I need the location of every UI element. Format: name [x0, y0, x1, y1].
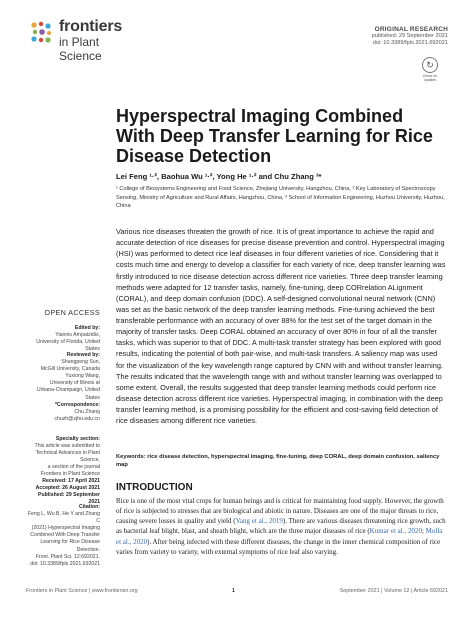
correspondent-email[interactable]: chuzh@zjhu.edu.cn	[54, 416, 100, 423]
check-for-updates-badge[interactable]	[419, 57, 441, 83]
citation-line: Learning for Rice Disease Detection.	[40, 539, 100, 553]
edited-by-label: Edited by:	[74, 325, 100, 331]
article-type: ORIGINAL RESEARCH	[374, 26, 448, 33]
reviewer-line: Yuxiong Wang,	[65, 373, 100, 380]
published-date: published: 29 September 2021	[371, 33, 448, 39]
frontiers-logo-icon	[29, 20, 55, 46]
journal-logo	[29, 18, 139, 63]
citation-link[interactable]: Kumar et al., 2020	[369, 527, 422, 536]
intro-text: ). There are various diseases threatening rice growth, such as bacterial leaf blight, blast, and sheath blight, which are the three major diseases of rice (	[116, 517, 446, 536]
specialty-block	[26, 436, 100, 479]
citation-label: Citation:	[78, 504, 100, 510]
check-updates-label: Check for updates	[422, 74, 438, 82]
article-title: Hyperspectral Imaging Combined With Deep Transfer Learning for Rice Disease Detection	[116, 106, 433, 166]
edited-by-block	[26, 325, 100, 353]
received-date: Received: 17 April 2021	[42, 478, 100, 484]
reviewer-line: University of Illinois at	[49, 380, 100, 387]
citation-link[interactable]: Yang et al., 2019	[235, 517, 283, 526]
citation-line: (2021) Hyperspectral Imaging	[31, 525, 100, 532]
citation-link[interactable]: Molla et al., 2020	[116, 527, 443, 546]
reviewer-line: Shangpeng Sun,	[61, 359, 100, 366]
specialty-label: Specialty section:	[55, 436, 100, 442]
citation-line: doi: 10.3389/fpls.2021.692021	[30, 560, 100, 567]
abstract: Various rice diseases threaten the growth of rice. It is of great importance to achieve the rapid and accurate detection of rice diseases for precise disease prevention and control. Hyperspectral imaging (HSI) was performed to detect rice leaf diseases in four different varieties of rice. Considering that it costs much time and energy to develop a classifier for each variety of rice, deep transfer learning was firstly introduced to rice disease detection across different rice varieties. Three deep transfer learning methods were adapted for 12 transfer tasks, namely, fine-tuning, deep CORrelation ALignment (CORAL), and deep domain confusion (DDC). A self-designed convolutional neural network (CNN) was set as the basic network of the deep transfer learning methods. Fine-tuning achieved the best transferable performance with an accuracy of over 88% for the test set of the target domain in the majority of transfer tasks. Deep CORAL obtained an accuracy of over 80% in four of all the transfer tasks, which was superior to that of DDC. A multi-task transfer strategy has been explored with good results, indicating the potential of both pair-wise, and multi-task transfers. A saliency map was used for the visualization of the key wavelength range captured by CNN with and without transfer learning. The results indicated that the wavelength range with and without transfer learning was overlapped to some extent. Overall, the results suggested that deep transfer learning methods could perform rice disease detection across different rice varieties. Hyperspectral imaging, in combination with the deep transfer learning method, is a promising possibility for the efficient and cost-saving field detection of rice diseases among different rice varieties.	[116, 227, 446, 426]
reviewed-by-block	[26, 352, 100, 402]
footer-volume: September 2021 | Volume 12 | Article 692021	[339, 588, 448, 594]
specialty-line: Technical Advances in Plant Science,	[35, 450, 100, 464]
article-meta	[372, 26, 448, 47]
specialty-line: Frontiers in Plant Science	[40, 471, 100, 478]
doi-link[interactable]: doi: 10.3389/fpls.2021.692021	[372, 40, 448, 46]
specialty-line: a section of the journal	[47, 464, 100, 471]
journal-name: frontiers	[59, 18, 123, 35]
citation-separator: ;	[421, 527, 426, 536]
page-number: 1	[232, 588, 235, 594]
reviewer-line: Urbana-Champaign, United States	[36, 387, 100, 401]
reviewer-line: McGill University, Canada	[40, 366, 100, 373]
affiliations: ¹ College of Biosystems Engineering and Food Science, Zhejiang University, Hangzhou, China, ² Key Laboratory of Spectroscopy Sensing, Ministry of Agriculture and Rural Affairs, Hangzhou, China, ³ School of Information Engineering, Huzhou University, Huzhou, China	[116, 186, 445, 210]
dates-block	[26, 478, 100, 506]
published-date-side: Published: 29 September 2021	[38, 492, 100, 506]
open-access-label: OPEN ACCESS	[44, 308, 100, 317]
specialty-line: This article was submitted to	[34, 443, 100, 450]
footer-journal: Frontiers in Plant Science | www.frontiersin.org	[26, 588, 138, 594]
author-list: Lei Feng ¹·², Baohua Wu ¹·², Yong He ¹·² and Chu Zhang ³*	[116, 172, 322, 181]
intro-text: ). After being infected with these different diseases, the change in the inner chemical composition of rice varies from variety to variety, with external symptoms of rice leaf also varying.	[116, 537, 441, 556]
introduction-paragraph	[116, 496, 448, 557]
citation-line: Front. Plant Sci. 12:692021.	[35, 553, 100, 560]
editor-line: University of Florida, United States	[36, 339, 100, 353]
citation-block	[26, 504, 100, 568]
section-heading-introduction: INTRODUCTION	[116, 482, 193, 493]
refresh-icon: ↻	[422, 57, 438, 73]
intro-text: Rice is one of the most vital crops for human beings and is critical for maintaining food supply. However, the growth of rice is subjected to stresses that are biological and abiotic in nature. Diseases are one of the major threats to rice, causing severe losses in quality and yield (	[116, 497, 444, 526]
reviewed-by-label: Reviewed by:	[66, 352, 100, 358]
editor-line: Yiannis Ampatzidis,	[55, 332, 100, 339]
keywords: Keywords: rice disease detection, hyperspectral imaging, fine-tuning, deep CORAL, deep domain confusion, saliency map	[116, 454, 440, 469]
correspondence-block	[26, 402, 100, 423]
citation-line: Feng L, Wu B, He Y and Zhang C	[27, 511, 100, 525]
citation-line: Combined With Deep Transfer	[30, 532, 100, 539]
journal-subname: in Plant Science	[59, 35, 102, 63]
correspondent-name: Chu Zhang	[74, 409, 100, 416]
accepted-date: Accepted: 26 August 2021	[35, 485, 100, 492]
correspondence-label: *Correspondence:	[55, 402, 100, 408]
